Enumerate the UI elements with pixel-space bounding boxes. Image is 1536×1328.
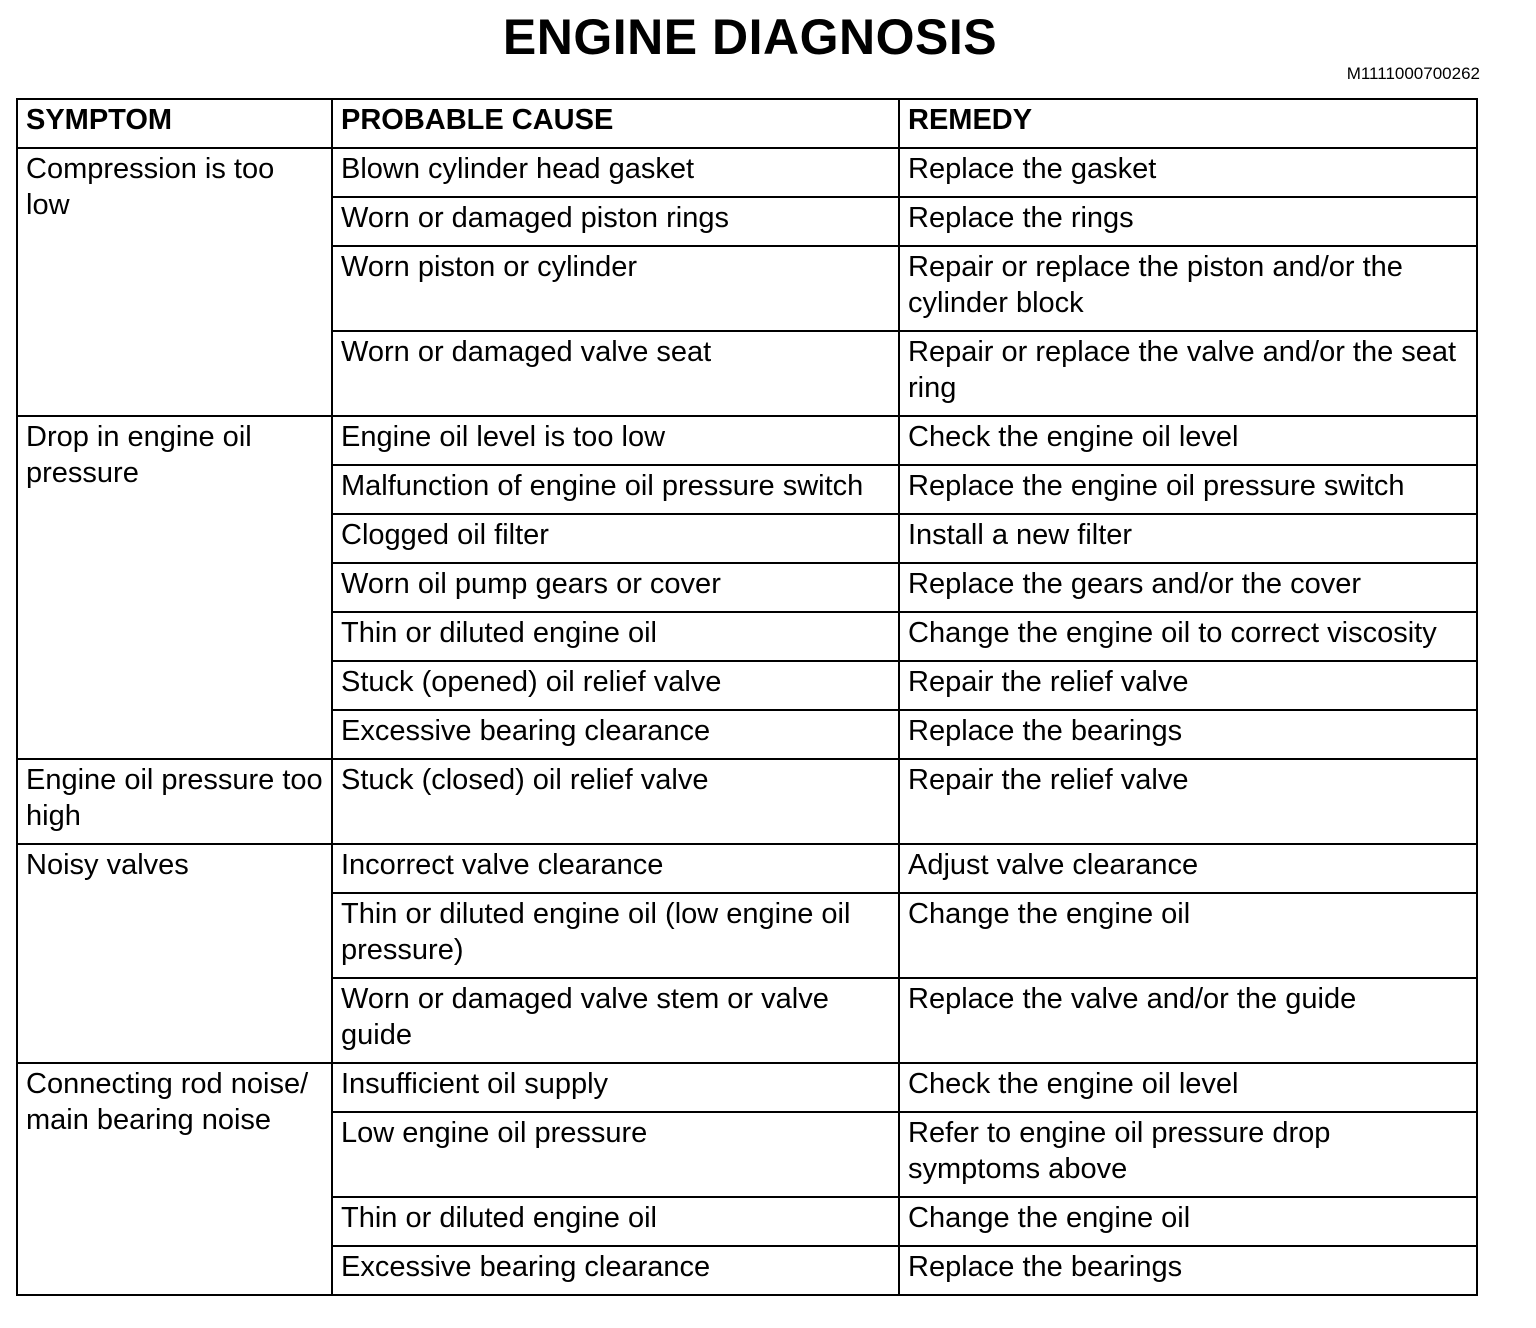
remedy-cell: Refer to engine oil pressure drop symptoms above [899,1112,1477,1197]
table-row [17,416,1477,465]
document-id: M1111000700262 [1346,64,1480,83]
header-probable-cause: PROBABLE CAUSE [332,99,899,148]
remedy-cell: Replace the engine oil pressure switch [899,465,1477,514]
cause-cell: Engine oil level is too low [332,416,899,465]
cause-cell: Stuck (opened) oil relief valve [332,661,899,710]
remedy-cell: Replace the gears and/or the cover [899,563,1477,612]
cause-cell: Incorrect valve clearance [332,844,899,893]
cause-cell: Low engine oil pressure [332,1112,899,1197]
remedy-cell: Change the engine oil [899,1197,1477,1246]
cause-cell: Worn or damaged valve seat [332,331,899,416]
table-body [17,148,1477,1295]
remedy-cell: Repair or replace the valve and/or the seat ring [899,331,1477,416]
header-symptom: SYMPTOM [17,99,332,148]
page-title: ENGINE DIAGNOSIS [502,9,998,65]
cause-cell: Worn oil pump gears or cover [332,563,899,612]
cause-cell: Worn piston or cylinder [332,246,899,331]
cause-cell: Malfunction of engine oil pressure switch [332,465,899,514]
cause-cell: Worn or damaged valve stem or valve guide [332,978,899,1063]
remedy-cell: Adjust valve clearance [899,844,1477,893]
table-row [17,1063,1477,1112]
remedy-cell: Replace the bearings [899,710,1477,759]
diagnosis-table [16,98,1478,1296]
remedy-cell: Check the engine oil level [899,416,1477,465]
symptom-cell: Engine oil pressure too high [17,759,332,844]
header-remedy: REMEDY [899,99,1477,148]
remedy-cell: Repair the relief valve [899,661,1477,710]
table-row [17,148,1477,197]
remedy-cell: Replace the gasket [899,148,1477,197]
cause-cell: Excessive bearing clearance [332,1246,899,1295]
cause-cell: Thin or diluted engine oil [332,1197,899,1246]
symptom-cell: Connecting rod noise/ main bearing noise [17,1063,332,1295]
remedy-cell: Replace the valve and/or the guide [899,978,1477,1063]
cause-cell: Clogged oil filter [332,514,899,563]
cause-cell: Blown cylinder head gasket [332,148,899,197]
symptom-cell: Drop in engine oil pressure [17,416,332,759]
table-header-row [17,99,1477,148]
cause-cell: Thin or diluted engine oil [332,612,899,661]
remedy-cell: Install a new filter [899,514,1477,563]
table-row [17,759,1477,844]
table-row [17,844,1477,893]
remedy-cell: Replace the rings [899,197,1477,246]
remedy-cell: Change the engine oil [899,893,1477,978]
cause-cell: Excessive bearing clearance [332,710,899,759]
remedy-cell: Repair the relief valve [899,759,1477,844]
symptom-cell: Noisy valves [17,844,332,1063]
cause-cell: Worn or damaged piston rings [332,197,899,246]
remedy-cell: Replace the bearings [899,1246,1477,1295]
remedy-cell: Repair or replace the piston and/or the cylinder block [899,246,1477,331]
symptom-cell: Compression is too low [17,148,332,416]
cause-cell: Insufficient oil supply [332,1063,899,1112]
remedy-cell: Change the engine oil to correct viscosity [899,612,1477,661]
remedy-cell: Check the engine oil level [899,1063,1477,1112]
cause-cell: Thin or diluted engine oil (low engine oil pressure) [332,893,899,978]
cause-cell: Stuck (closed) oil relief valve [332,759,899,844]
